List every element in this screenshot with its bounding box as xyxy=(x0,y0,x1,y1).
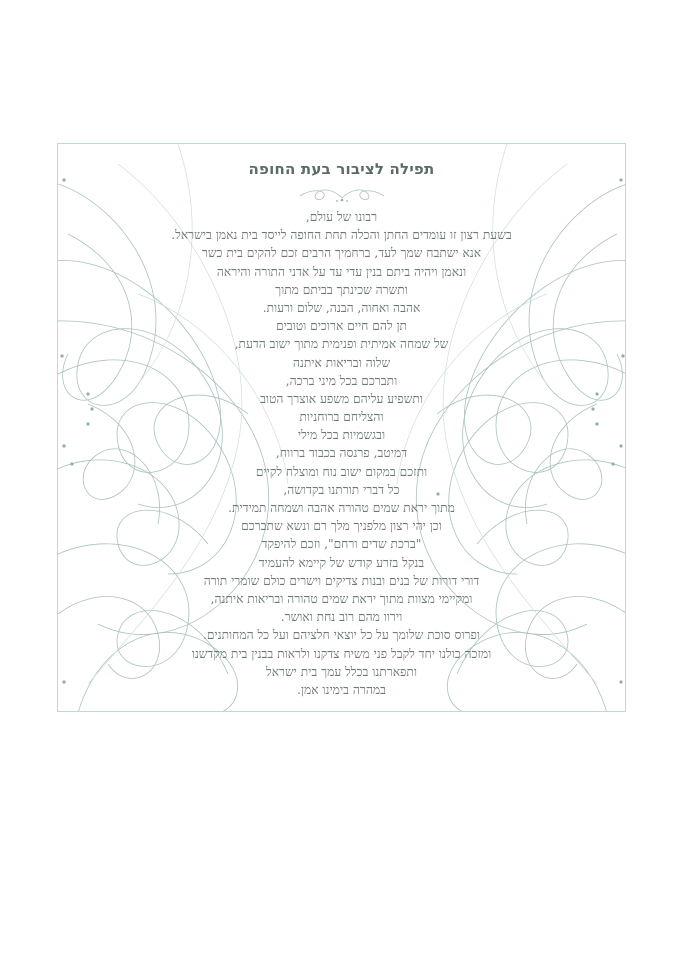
title-flourish-ornament xyxy=(292,184,392,206)
prayer-line: ותפארתנו בכלל עמך בית ישראל xyxy=(266,664,417,679)
prayer-line: "ברכת שדים ורחם", וזכם להיפקד xyxy=(261,537,422,552)
prayer-line: וירוו מהם רוב נחת ואושר. xyxy=(280,610,403,625)
prayer-text xyxy=(78,208,605,699)
prayer-line: ותזכם במקום ישוב נוח ומוצלח לקיים xyxy=(255,464,428,479)
prayer-line: דמיטב, פרנסה בכבוד ברווח, xyxy=(275,446,408,461)
prayer-line: ותשפיע עליהם משפע אוצרך הטוב xyxy=(260,391,423,406)
prayer-line: ומקיימי מצוות מתוך יראת שמים טהורה ובריאות איתנה, xyxy=(210,591,473,606)
prayer-line: ומזכה כולנו יחד לקבל פני משיח צדקנו ולראות בבנין בית מקדשנו xyxy=(191,646,492,661)
prayer-line: וכן יהי רצון מלפניך מלך רם ונשא שתברכם xyxy=(241,519,442,534)
prayer-line: מתוך יראת שמים טהורה אהבה ושמחה תמידית. xyxy=(228,501,455,515)
prayer-line: בנקל בזרע קודש של קיימא להעמיד xyxy=(258,555,425,570)
prayer-line: שלוה ובריאות איתנה xyxy=(292,355,391,370)
document-title: תפילה לציבור בעת החופה xyxy=(248,160,435,178)
prayer-line: אנא ישתבח שמך לעד, ברחמיך הרבים זכם להקים בית כשר xyxy=(201,246,482,261)
prayer-line: דורי דורות של בנים ובנות צדיקים וישרים כולם שומרי תורה xyxy=(203,573,480,588)
prayer-line: כל דברי תורתנו בקדושה, xyxy=(283,482,400,497)
prayer-line: תן להם חיים ארוכים וטובים xyxy=(275,319,407,334)
prayer-line: ותברכם בכל מיני ברכה, xyxy=(285,373,398,388)
prayer-line: ובגשמיות בכל מילי xyxy=(297,428,386,443)
prayer-line: ותשרה שכינתך בביתם מתוך xyxy=(275,282,408,297)
prayer-line: ונאמן ויהיה ביתם בנין עדי עד על אדני התורה והיראה xyxy=(216,264,467,279)
prayer-card xyxy=(57,143,626,712)
prayer-line: אהבה ואחוה, הבנה, שלום ורעות. xyxy=(262,300,421,315)
prayer-line: רבונו של עולם, xyxy=(305,210,378,224)
prayer-line: בשעת רצון זו עומדים החתן והכלה תחת החופה לייסד בית נאמן בישראל. xyxy=(171,228,512,243)
prayer-line: והצליחם ברוחניות xyxy=(299,410,384,425)
prayer-line: של שמחה אמיתית ופנימית מתוך ישוב הדעת, xyxy=(234,337,449,352)
prayer-line: ופרוס סוכת שלומך על כל יוצאי חלציהם ועל כל המחותנים. xyxy=(202,628,481,643)
prayer-line: במהרה בימינו אמן. xyxy=(297,682,386,697)
